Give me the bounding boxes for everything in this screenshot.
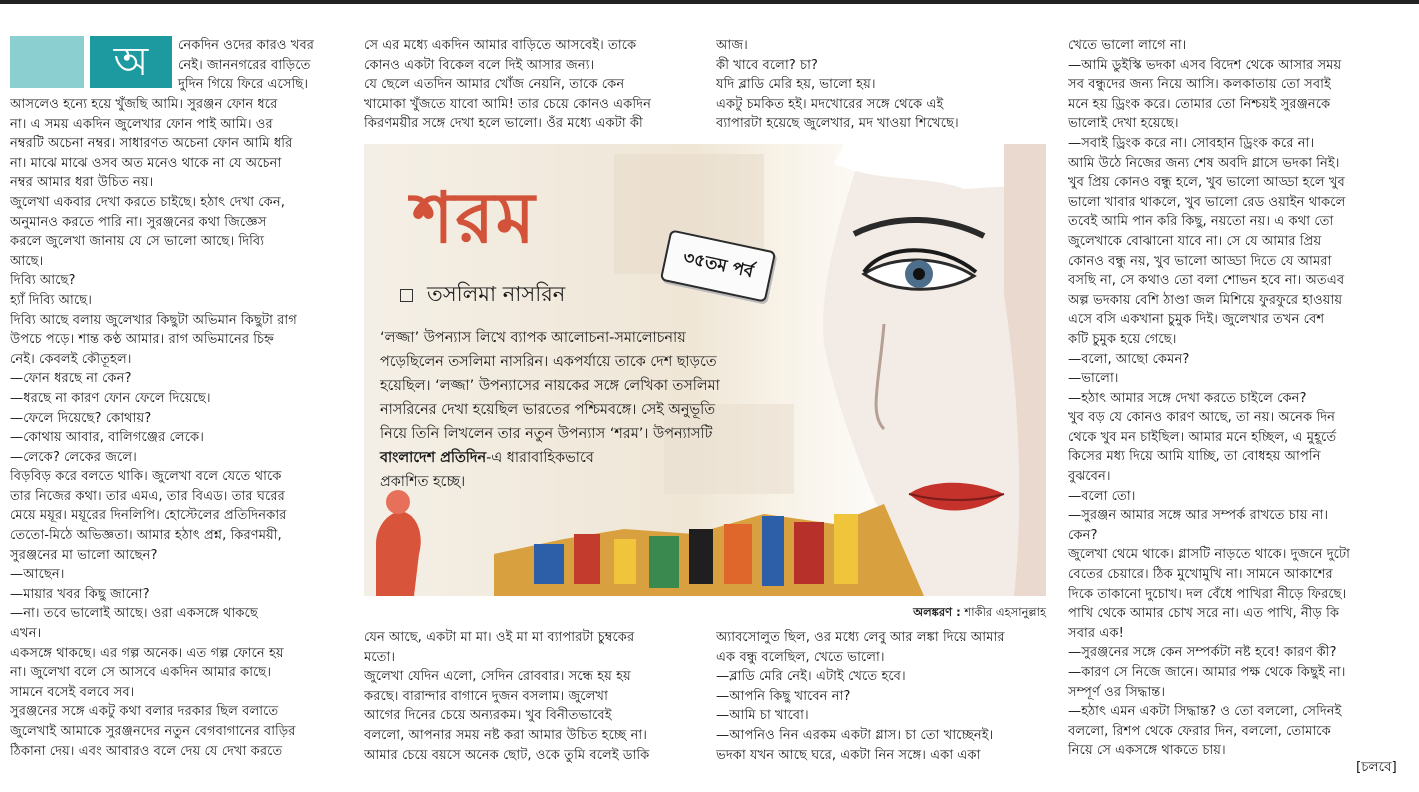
- text-line: নেই। জাননগরের বাড়িতে: [178, 57, 311, 73]
- text-line: জুলেখা যেদিন এলো, সেদিন রোববার। সন্ধে হয় হয়: [364, 669, 631, 685]
- text-line: —আছেন।: [10, 567, 65, 583]
- text-line: কিরণময়ীর সঙ্গে দেখা হলে ভালো। ওঁর মধ্যে একটা কী: [364, 116, 643, 132]
- text-line: —না। তবে ভালোই আছে। ওরা একসঙ্গে থাকছে: [10, 606, 258, 622]
- text-line: এসে বসি একখানা চুমুক দিই। জুলেখার তখন বেশ: [1068, 312, 1325, 328]
- text-line: কী খাবে বলো? চা?: [716, 57, 818, 73]
- text-line: —লেকে? লেকের জলে।: [10, 449, 137, 465]
- text-line: —ভালো।: [1068, 371, 1119, 387]
- dropcap-letter: অ: [90, 36, 172, 88]
- text-line: আজ।: [716, 38, 748, 53]
- text-line: অল্প ভদকায় বেশি ঠাণ্ডা জল মিশিয়ে ফুরফুরে হাওয়ায়: [1068, 292, 1343, 308]
- text-line: দিব্যি আছে বলায় জুলেখার কিছুটা অভিমান কিছুটা রাগ: [10, 312, 297, 328]
- text-line: জুলেখাই আমাকে সুরঞ্জনদের নতুন বেগবাগানের বাড়ির: [10, 724, 296, 739]
- text-line: —আমি ডুইস্কি ভদকা এসব বিদেশ থেকে আসার সময়: [1068, 57, 1342, 73]
- text-line: মনে হয় ড্রিংক করে। তোমার তো নিশ্চয়ই সুরঞ্জনকে: [1068, 96, 1331, 112]
- story-title: শরম: [412, 176, 537, 259]
- text-line: দুদিন গিয়ে ফিরে এসেছি।: [178, 77, 309, 93]
- text-line: জুলেখা থেমে থাকে। গ্লাসটি নাড়তে থাকে। দুজনে দুটো: [1068, 547, 1350, 563]
- text-line: সুরঞ্জনের সঙ্গে একটু কথা বলার দরকার ছিল বলাতে: [10, 704, 279, 720]
- author-name: তসলিমা নাসরিন: [427, 282, 566, 306]
- intro-line: নিয়ে তিনি লিখলেন তার নতুন উপন্যাস ‘শরম’। উপন্যাসটি: [380, 426, 713, 442]
- text-line: —বলো, আছো কেমন?: [1068, 351, 1190, 367]
- column-1-lead: [178, 36, 342, 95]
- intro-line: [380, 446, 790, 470]
- text-line: —আপনিও নিন এরকম একটা গ্লাস। চা তো খাচ্ছেনই।: [716, 727, 994, 743]
- text-line: —আপনি কিছু খাবেন না?: [716, 688, 851, 704]
- intro-line: নাসরিনের দেখা হয়েছিল ভারতের পশ্চিমবঙ্গে। সেই অনুভূতি: [380, 402, 716, 418]
- column-1: [10, 95, 340, 761]
- text-line: —হঠাৎ আমার সঙ্গে দেখা করতে চাইলে কেন?: [1068, 390, 1307, 406]
- text-line: না। জুলেখা বলে সে আসবে একদিন আমার কাছে।: [10, 665, 272, 681]
- text-line: বসছি না, সে কথাও তো বলা শোভন হবে না। অতএব: [1068, 273, 1345, 289]
- column-2-bottom: [364, 628, 694, 765]
- text-line: দিকে তাকানো দুচোখ। দল বেঁধে পাখিরা নীড়ে ফিরছে।: [1068, 586, 1347, 602]
- dropcap-block: [10, 36, 172, 88]
- text-line: আসলেও হন্যে হয়ে খুঁজছি আমি। সুরঞ্জন ফোন ধরে: [10, 97, 278, 112]
- text-line: খেতে ভালো লাগে না।: [1068, 38, 1187, 53]
- intro-line: প্রকাশিত হচ্ছে।: [380, 474, 466, 490]
- continued-mark: [চলবে]: [1356, 759, 1397, 775]
- text-line: বুঝবেন।: [1068, 469, 1111, 485]
- text-line: তার নিজের কথা। তার এমএ, তার বিএড। তার ঘরের: [10, 488, 285, 504]
- newspaper-name: বাংলাদেশ প্রতিদিন: [380, 450, 487, 466]
- text-line: সামনে বসেই বলবে সব।: [10, 684, 135, 700]
- text-line: —ব্লাডি মেরি নেই। এটাই খেতে হবে।: [716, 669, 906, 685]
- text-line: ঠিকানা দেয়। এবং আবারও বলে দেয় যে দেখা করতে: [10, 743, 283, 759]
- text-line: সব বন্ধুদের জন্য নিয়ে আসি। কলকাতায় তো সবাই: [1068, 77, 1331, 93]
- text-line: জুলেখাকে বোঝানো যাবে না। সে যে আমার প্রিয়: [1068, 233, 1322, 249]
- top-rule: [0, 0, 1419, 4]
- text-line: ব্যাপারটা হয়েছে জুলেখার, মদ খাওয়া শিখেছে।: [716, 116, 959, 132]
- text-line: আছে।: [10, 253, 44, 269]
- text-line: করলে জুলেখা জানায় যে সে ভালো আছে। দিব্যি: [10, 234, 265, 250]
- text-line: —সবাই ড্রিংক করে না। সোবহান ড্রিংক করে না।: [1068, 135, 1315, 151]
- text-line: আমার চেয়ে বয়সে অনেক ছোট, ওকে তুমি বলেই ডাকি: [364, 747, 650, 763]
- text-line: সুরঞ্জনের মা ভালো আছেন?: [10, 547, 158, 563]
- column-4: [1068, 36, 1408, 761]
- text-line: বললো, আপনার সময় নষ্ট করা আমার উচিত হচ্ছে না।: [364, 727, 647, 743]
- text-line: কিসের মধ্য দিয়ে আমি যাচ্ছি, তা বোধহয় আপনি: [1068, 449, 1321, 465]
- text-line: খামোকা খুঁজতে যাবো আমি! তার চেয়ে কোনও একদিন: [364, 96, 651, 112]
- text-line: অনুমানও করতে পারি না। সুরঞ্জনের কথা জিজ্ঞেস: [10, 214, 267, 230]
- text-line: —সুরঞ্জন আমার সঙ্গে আর সম্পর্ক রাখতে চায় না।: [1068, 508, 1329, 524]
- text-line: পাখি থেকে আমার চোখ সরে না। এত পাখি, নীড় কি: [1068, 606, 1340, 622]
- credit-name: শাকীর এহসানুল্লাহ: [964, 605, 1046, 619]
- episode-badge: ৩৫তম পর্ব: [660, 229, 776, 302]
- text-line: কটি চুমুক হয়ে গেছে।: [1068, 331, 1177, 347]
- text-line: না। মাঝে মাঝে ওসব অত মনেও থাকে না যে অচেনা: [10, 155, 282, 171]
- text-line: আমি উঠে নিজের জন্য শেষ অবদি গ্লাসে ভদকা নিই।: [1068, 155, 1340, 171]
- text-line: নম্বর আমার ধরা উচিত নয়।: [10, 175, 154, 191]
- text-line: অ্যাবসোলুত ছিল, ওর মধ্যে লেবু আর লঙ্কা দিয়ে আমার: [716, 630, 1005, 645]
- intro-line: ‘লজ্জা’ উপন্যাস লিখে ব্যাপক আলোচনা-সমালোচনায়: [380, 330, 686, 346]
- text-line: নম্বরটি অচেনা নম্বর। সাধারণত অচেনা ফোন আমি ধরি: [10, 136, 293, 152]
- text-line: যেন আছে, একটা মা মা। ওই মা মা ব্যাপারটা চুম্বকের: [364, 630, 635, 645]
- text-line: খুব বড় যে কোনও কারণ আছে, তা নয়। অনেক দিন: [1068, 410, 1336, 426]
- text-line: সে এর মধ্যে একদিন আমার বাড়িতে আসবেই। তাকে: [364, 38, 637, 53]
- text-line: যে ছেলে এতদিন আমার খোঁজ নেয়নি, তাকে কেন: [364, 77, 625, 93]
- text-line: বিড়বিড় করে বলতে থাকি। জুলেখা বলে যেতে থাকে: [10, 469, 282, 485]
- intro-tail: -এ ধারাবাহিকভাবে: [486, 450, 594, 466]
- text-line: আগের দিনের চেয়ে অন্যরকম। খুব বিনীতভাবেই: [364, 708, 612, 724]
- text-line: তবেই আমি পান করি কিছু, নয়তো নয়। এ কথা তো: [1068, 214, 1334, 230]
- dropcap-accent: [10, 36, 84, 88]
- text-line: একটু চমকিত হই। মদখোরের সঙ্গে থেকে এই: [716, 96, 944, 112]
- text-line: —বলো তো।: [1068, 488, 1136, 504]
- column-3-top: [716, 36, 1046, 134]
- text-line: —হঠাৎ এমন একটা সিদ্ধান্ত? ও তো বললো, সেদিনই: [1068, 704, 1342, 720]
- text-line: —কারণ সে নিজে জানে। আমার পক্ষ থেকে কিছুই না।: [1068, 665, 1346, 680]
- text-line: তেতো-মিঠে অভিজ্ঞতা। আমার হঠাৎ প্রশ্ন, কিরণময়ী,: [10, 528, 282, 544]
- text-line: বললো, রিশপ থেকে ফেরার দিন, বললো, তোমাকে: [1068, 723, 1331, 739]
- text-line: নিয়ে সে একসঙ্গে থাকতে চায়।: [1068, 743, 1226, 759]
- text-line: হ্যাঁ দিব্যি আছে।: [10, 292, 92, 308]
- text-line: খুব প্রিয় কোনও বন্ধু হলে, খুব ভালো আড্ডা হলে খুব: [1068, 175, 1345, 191]
- illustration-credit: [870, 604, 1046, 623]
- text-line: যদি ব্লাডি মেরি হয়, ভালো হয়।: [716, 77, 876, 93]
- text-line: বেতের চেয়ারে। ঠিক মুখোমুখি না। সামনে আকাশের: [1068, 567, 1333, 583]
- intro-blurb: [380, 326, 790, 494]
- text-line: জুলেখা একবার দেখা করতে চাইছে। হঠাৎ দেখা কেন,: [10, 194, 285, 210]
- text-line: উপচে পড়ে। শান্ত কণ্ঠ আমার। রাগ অভিমানের চিহ্ন: [10, 332, 274, 348]
- column-2-top: [364, 36, 694, 134]
- text-line: কোনও বন্ধু নয়, খুব ভালো আড্ডা দিতে যে আমরা: [1068, 253, 1332, 269]
- text-line: সম্পূর্ণ ওর সিদ্ধান্ত।: [1068, 684, 1166, 700]
- text-line: —ফেলে দিয়েছে? কোথায়?: [10, 410, 152, 426]
- text-line: মেয়ে ময়ূর। ময়ূরের দিনলিপি। হোস্টেলের প্রতিদিনকার: [10, 508, 287, 524]
- text-line: করছে। বারান্দার বাগানে দুজন বসলাম। জুলেখা: [364, 688, 608, 704]
- text-line: থেকে খুব মন চাইছিল। আমার মনে হচ্ছিল, এ মুহূর্তে: [1068, 429, 1337, 445]
- text-line: নেকদিন ওদের কারও খবর: [178, 38, 315, 53]
- text-line: ভদকা যখন আছে ঘরে, একটা নিন সঙ্গে। একা একা: [716, 747, 981, 763]
- text-line: নেই। কেবলই কৌতূহল।: [10, 351, 132, 367]
- text-line: ভালোই দেখা হয়েছে।: [1068, 116, 1179, 132]
- text-line: কোনও একটা বিকেল বলে দিই আসার জন্য।: [364, 57, 595, 73]
- text-line: সবার এক!: [1068, 625, 1124, 641]
- story-header-art: [364, 144, 1046, 596]
- text-line: এক বন্ধু বলেছিল, খেতে ভালো।: [716, 649, 885, 665]
- text-line: —কোথায় আবার, বালিগঞ্জের লেকে।: [10, 430, 204, 446]
- text-line: —ফোন ধরছে না কেন?: [10, 371, 132, 387]
- text-line: মতো।: [364, 649, 396, 665]
- text-line: এখন।: [10, 626, 42, 642]
- text-line: —মায়ার খবর কিছু জানো?: [10, 586, 150, 602]
- intro-line: হয়েছিল। ‘লজ্জা’ উপন্যাসের নায়কের সঙ্গে লেখিকা তসলিমা: [380, 378, 720, 394]
- text-line: একসঙ্গে থাকছে। এর গল্প অনেক। এত গল্প ফোনে হয়: [10, 645, 284, 661]
- text-line: দিব্যি আছে?: [10, 273, 76, 289]
- text-line: —আমি চা খাবো।: [716, 708, 809, 724]
- author-line: [400, 278, 565, 313]
- bullet-square-icon: [400, 289, 413, 302]
- text-line: —ধরছে না কারণ ফোন ফেলে দিয়েছে।: [10, 390, 211, 406]
- credit-label: অলঙ্করণ :: [913, 605, 961, 619]
- text-line: কেন?: [1068, 527, 1098, 543]
- text-line: ভালো খাবার থাকলে, খুব ভালো রেড ওয়াইন থাকলে: [1068, 194, 1346, 210]
- text-line: —সুরঞ্জনের সঙ্গে কেন সম্পর্কটা নষ্ট হবে! কারণ কী?: [1068, 645, 1337, 661]
- text-line: না। এ সময় একদিন জুলেখার ফোন পাই আমি। ওর: [10, 116, 273, 132]
- intro-line: পড়েছিলেন তসলিমা নাসরিন। একপর্যায়ে তাকে দেশ ছাড়তে: [380, 354, 717, 370]
- column-3-bottom: [716, 628, 1046, 765]
